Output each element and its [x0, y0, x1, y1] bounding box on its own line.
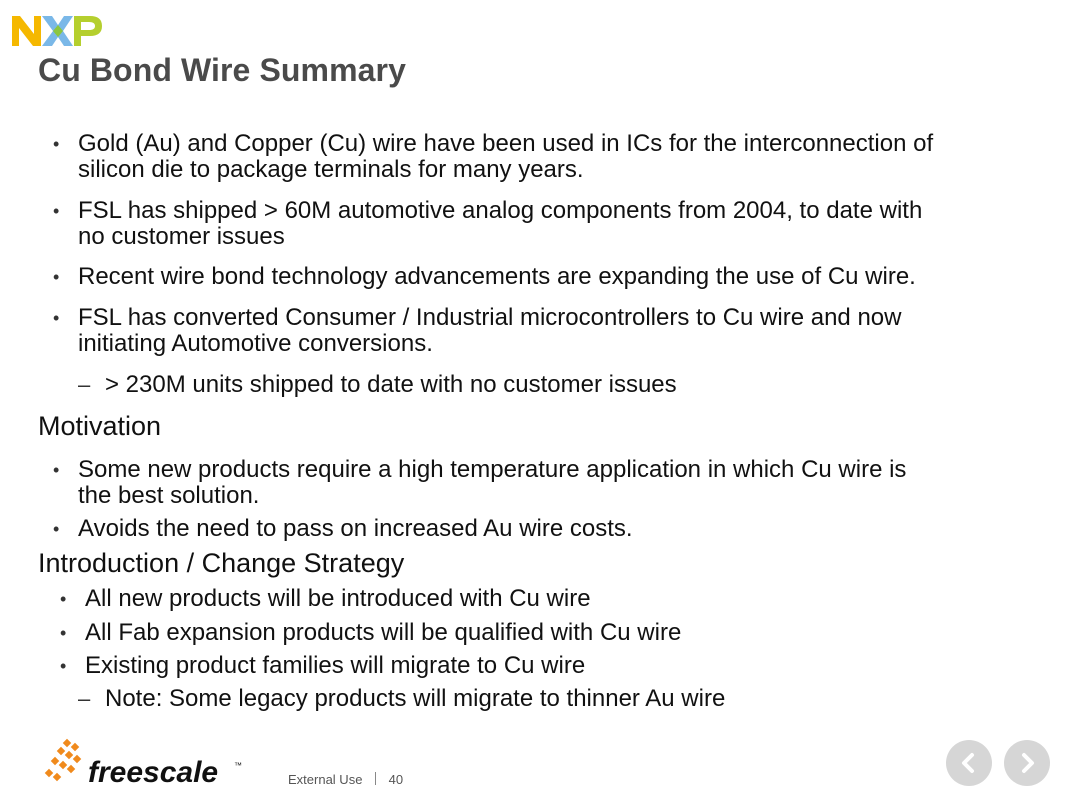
list-item: • Recent wire bond technology advancements are expanding the use of Cu wire. — [53, 263, 916, 290]
footer-label: External Use — [288, 772, 363, 787]
list-item: • FSL has converted Consumer / Industrial microcontrollers to Cu wire and now initiating Automotive conversions. — [53, 304, 902, 357]
list-item: • All Fab expansion products will be qualified with Cu wire — [60, 619, 682, 646]
chevron-left-icon — [957, 751, 981, 775]
bullet-icon: • — [60, 623, 67, 643]
bullet-icon: • — [53, 460, 60, 480]
footer-divider — [375, 772, 376, 785]
list-item: • All new products will be introduced with Cu wire — [60, 585, 591, 612]
dash-icon: – — [78, 372, 91, 397]
prev-slide-button[interactable] — [946, 740, 992, 786]
section-heading-motivation: Motivation — [38, 411, 162, 441]
bullet-icon: • — [60, 589, 67, 609]
list-item: • Avoids the need to pass on increased Au wire costs. — [53, 515, 633, 542]
footer-info — [288, 772, 403, 787]
sub-list-item: – Note: Some legacy products will migrate to thinner Au wire — [78, 685, 726, 712]
list-item: • Gold (Au) and Copper (Cu) wire have been used in ICs for the interconnection of silicon die to package terminals for many years. — [53, 130, 934, 183]
page-number: 40 — [388, 772, 404, 787]
freescale-wordmark: freescale — [88, 756, 219, 788]
trademark: ™ — [234, 761, 242, 770]
bullet-icon: • — [53, 519, 60, 539]
list-item: • Existing product families will migrate to Cu wire — [60, 652, 586, 679]
dash-icon: – — [78, 686, 91, 711]
section-heading-strategy: Introduction / Change Strategy — [38, 548, 405, 578]
list-item: • FSL has shipped > 60M automotive analog components from 2004, to date with no customer issues — [53, 197, 923, 250]
nxp-logo — [10, 12, 104, 48]
next-slide-button[interactable] — [1004, 740, 1050, 786]
svg-text:NXP: NXP — [10, 12, 13, 13]
bullet-icon: • — [53, 134, 60, 154]
page-title: Cu Bond Wire Summary — [38, 52, 406, 88]
list-item: • Some new products require a high temperature application in which Cu wire is the best solution. — [53, 456, 907, 509]
bullet-icon: • — [53, 308, 60, 328]
bullet-icon: • — [53, 201, 60, 221]
bullet-icon: • — [53, 267, 60, 287]
chevron-right-icon — [1015, 751, 1039, 775]
sub-list-item: – > 230M units shipped to date with no customer issues — [78, 371, 677, 398]
bullet-icon: • — [60, 656, 67, 676]
freescale-logo — [44, 738, 254, 788]
freescale-mark-icon — [45, 739, 81, 781]
